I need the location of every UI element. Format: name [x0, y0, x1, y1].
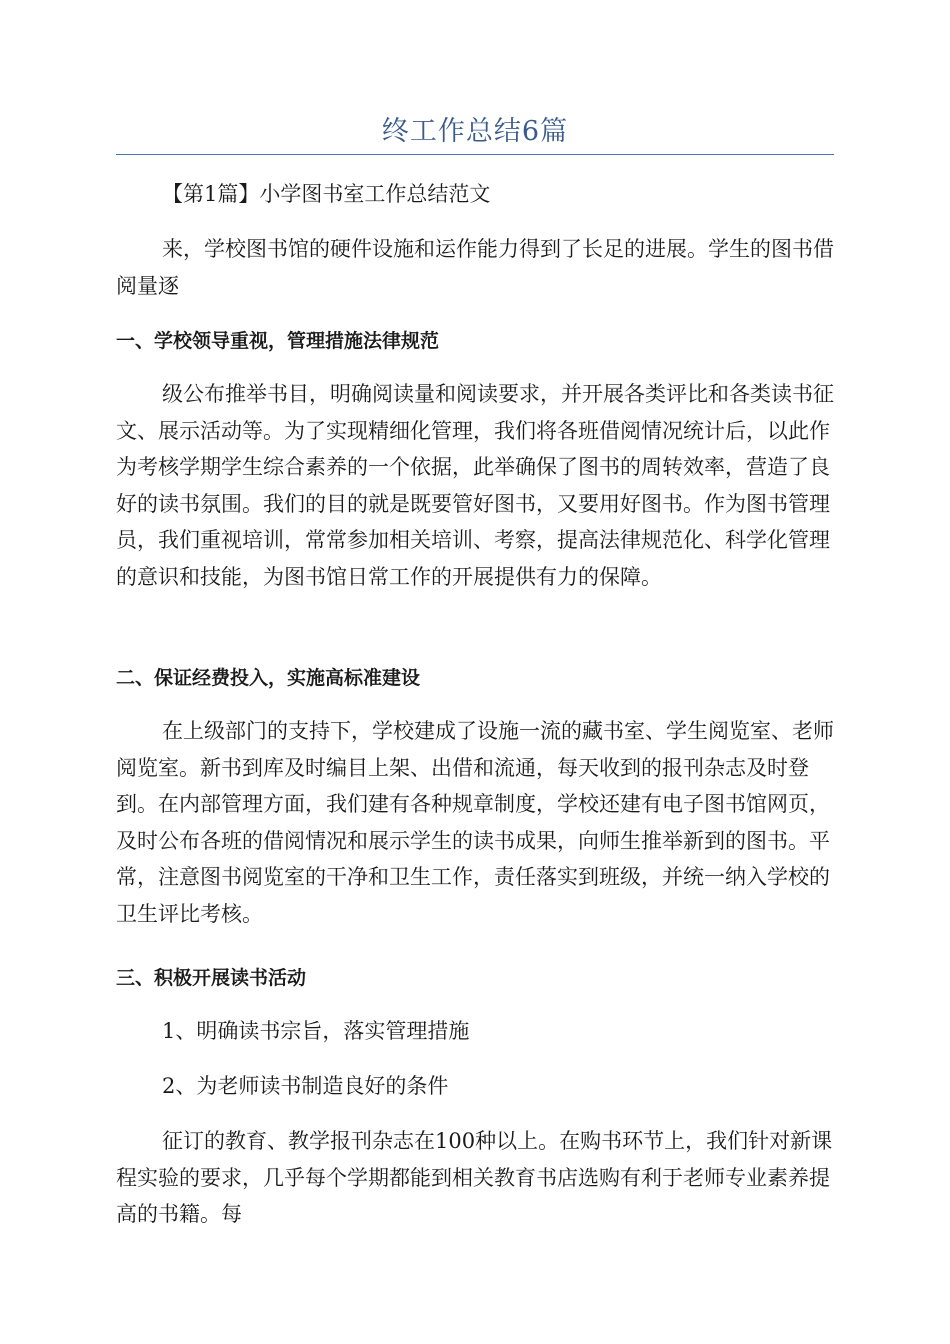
- section-1-heading: 一、学校领导重视，管理措施法律规范: [116, 330, 440, 352]
- intro-paragraph: 来，学校图书馆的硬件设施和运作能力得到了长足的进展。学生的图书借阅量逐: [116, 237, 834, 298]
- document-title: 终工作总结6篇: [381, 116, 569, 147]
- section-3-heading: 三、积极开展读书活动: [116, 967, 307, 989]
- section-3-item-1: 1、明确读书宗旨，落实管理措施: [162, 1019, 470, 1043]
- section-3-item-2: 2、为老师读书制造良好的条件: [162, 1074, 449, 1098]
- title-underline: [116, 154, 834, 155]
- section-3-paragraph: 征订的教育、教学报刊杂志在100种以上。在购书环节上，我们针对新课程实验的要求，几乎每个学期都能到相关教育书店选购有利于老师专业素养提高的书籍。每: [116, 1129, 833, 1226]
- section-2-heading: 二、保证经费投入，实施高标准建设: [116, 667, 421, 689]
- section-2-paragraph: 在上级部门的支持下，学校建成了设施一流的藏书室、学生阅览室、老师阅览室。新书到库及时编目上架、出借和流通，每天收到的报刊杂志及时登到。在内部管理方面，我们建有各种规章制度，学校还建有电子图书馆网页，及时公布各班的借阅情况和展示学生的读书成果，向师生推举新到的图书。平常，注意图书阅览室的干净和卫生工作，责任落实到班级，并统一纳入学校的卫生评比考核。: [116, 719, 834, 926]
- section-1-paragraph: 级公布推举书目，明确阅读量和阅读要求，并开展各类评比和各类读书征文、展示活动等。为了实现精细化管理，我们将各班借阅情况统计后，以此作为考核学期学生综合素养的一个依据，此举确保了图书的周转效率，营造了良好的读书氛围。我们的目的就是既要管好图书，又要用好图书。作为图书管理员，我们重视培训，常常参加相关培训、考察，提高法律规范化、科学化管理的意识和技能，为图书馆日常工作的开展提供有力的保障。: [116, 382, 834, 589]
- chapter-subtitle: 【第1篇】小学图书室工作总结范文: [162, 182, 491, 206]
